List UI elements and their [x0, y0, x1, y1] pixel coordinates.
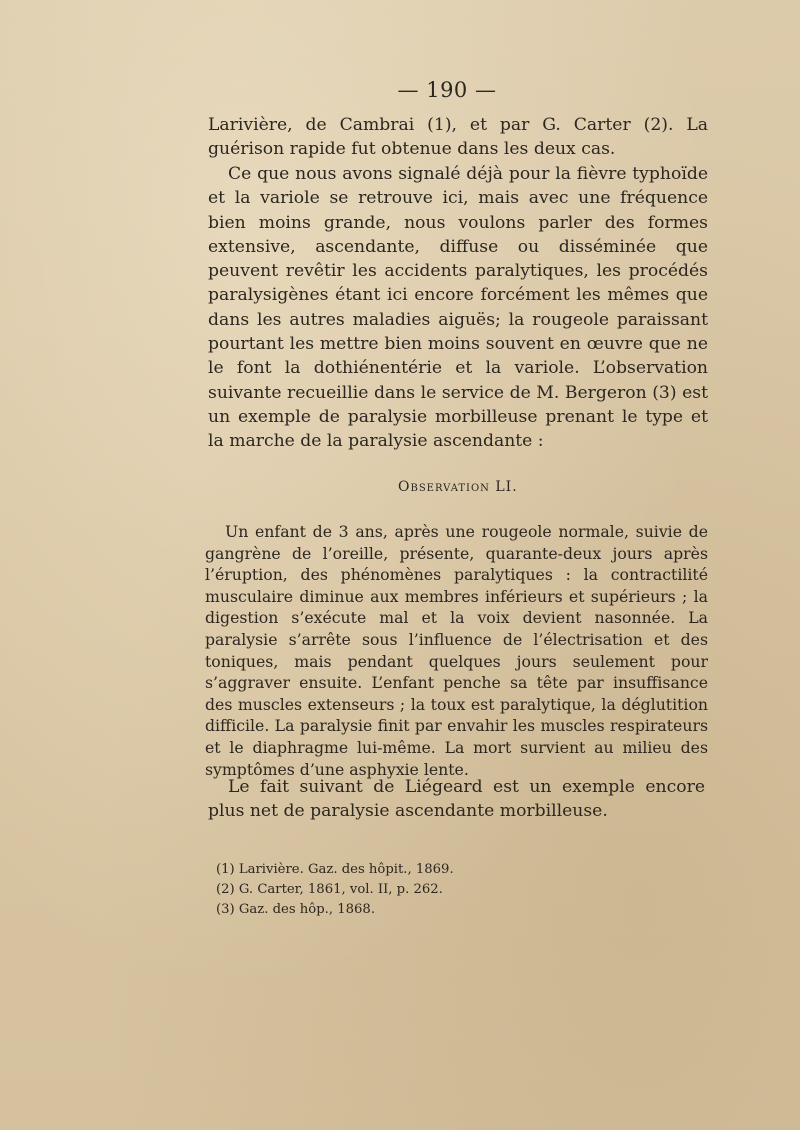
closing-paragraph: Le fait suivant de Liégeard est un exemple encore plus net de paralysie ascendante morbilleuse. [208, 777, 705, 822]
observation-heading: Observation LI. [398, 479, 518, 495]
paragraph-text: Larivière, de Cambrai (1), et par G. Carter (2). La guérison rapide fut obtenue dans les deux cas. [208, 115, 708, 160]
paragraph-text: Ce que nous avons signalé déjà pour la fièvre typhoïde et la variole se retrouve ici, mais avec une fréquence bien moins grande, nous voulons parler des formes extensive, ascendante, diffuse ou disséminée que peuvent revêtir les accidents paralytiques, les procédés paralysigènes étant ici encore forcément les mêmes que dans les autres maladies aiguës; la rougeole paraissant pourtant les mettre bien moins souvent en œuvre que ne le font la dothiénentérie et la variole. L’observation suivante recueillie dans le service de M. Bergeron (3) est un exemple de paralysie morbilleuse prenant le type et la marche de la paralysie ascendante : [208, 164, 708, 452]
footnote-1: (1) Larivière. Gaz. des hôpit., 1869. [216, 862, 454, 877]
paragraph-continuation [208, 113, 708, 162]
footnotes [216, 860, 616, 920]
footnote-3: (3) Gaz. des hôp., 1868. [216, 902, 376, 917]
observation-text: Un enfant de 3 ans, après une rougeole normale, suivie de gangrène de l’oreille, présente, quarante-deux jours après l’éruption, des phénomènes paralytiques : la contractilité musculaire diminue aux membres inférieurs et supérieurs ; la digestion s’exécute mal et la voix devient nasonnée. La paralysie s’arrête sous l’influence de l’électrisation et des toniques, mais pendant quelques jours seulement pour s’aggraver ensuite. L’enfant penche sa tête par insuffisance des muscles extenseurs ; la toux est paralytique, la déglutition difficile. La paralysie finit par envahir les muscles respirateurs et le diaphragme lui-même. La mort survient au milieu des symptômes d’une asphyxie lente. [205, 522, 708, 779]
page-number: — 190 — [397, 78, 497, 102]
paragraph-ascending-forms [208, 162, 708, 454]
footnote-2: (2) G. Carter, 1861, vol. II, p. 262. [216, 882, 443, 897]
